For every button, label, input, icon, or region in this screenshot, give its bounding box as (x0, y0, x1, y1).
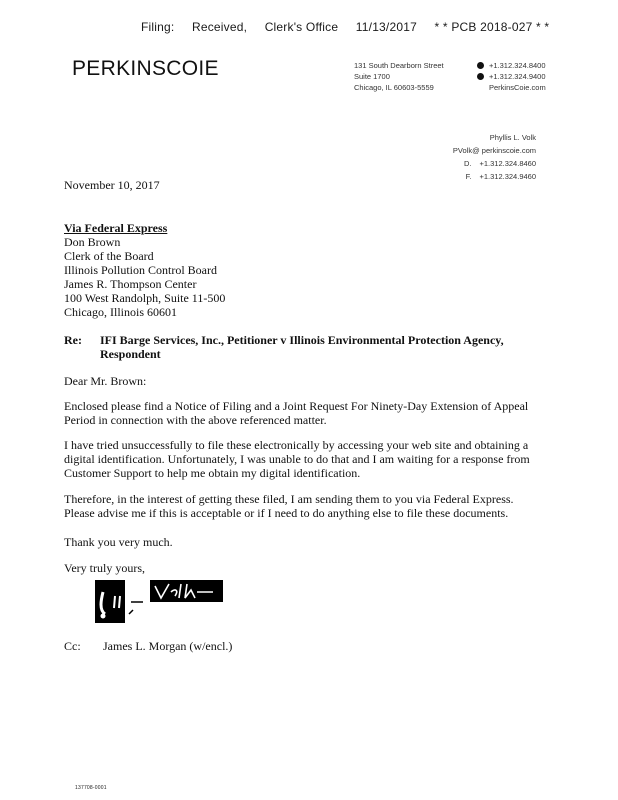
recipient-line: Don Brown (64, 235, 121, 249)
firm-contact (477, 60, 546, 93)
phone-icon (477, 62, 484, 69)
recipient-line: Chicago, Illinois 60601 (64, 305, 177, 319)
re-subject: IFI Barge Services, Inc., Petitioner v Illinois Environmental Protection Agency, Respondent (100, 333, 504, 361)
filing-label: Filing: (141, 20, 175, 34)
fax-icon (477, 73, 484, 80)
direct-label: D. (463, 159, 472, 168)
body-paragraph: Therefore, in the interest of getting these filed, I am sending them to you via Federal Express. Please advise me if this is acceptable or if I need to do anything else to file these documents. (64, 492, 514, 520)
received-label: Received, (191, 20, 248, 34)
salutation: Dear Mr. Brown: (64, 374, 147, 388)
firm-phone: +1.312.324.8400 (489, 61, 546, 70)
office-label: Clerk's Office (264, 20, 339, 34)
address-line: Suite 1700 (354, 72, 390, 81)
document-code: 137708-0001 (75, 785, 107, 791)
letter-date: November 10, 2017 (64, 178, 160, 192)
recipient-line: Clerk of the Board (64, 249, 154, 263)
firm-logo: PERKINSCOIE (72, 57, 219, 80)
recipient-block (64, 221, 225, 319)
recipient-line: Illinois Pollution Control Board (64, 263, 218, 277)
email-prefix[interactable]: PVolk@ (452, 146, 480, 155)
sender-block (453, 131, 536, 183)
recipient-line: James R. Thompson Center (64, 277, 197, 291)
firm-address (354, 60, 444, 93)
re-label: Re: (64, 333, 82, 347)
firm-website[interactable]: PerkinsCoie.com (489, 83, 546, 92)
cc-label: Cc: (64, 639, 81, 653)
delivery-method: Via Federal Express (64, 221, 168, 235)
sender-name: Phyllis L. Volk (489, 133, 536, 142)
address-line: Chicago, IL 60603-5559 (354, 83, 434, 92)
filing-date: 11/13/2017 (355, 20, 417, 34)
cc-recipient: James L. Morgan (w/encl.) (103, 639, 233, 653)
sender-fax: +1.312.324.9460 (479, 172, 536, 181)
sender-email (453, 144, 536, 157)
recipient-line: 100 West Randolph, Suite 11-500 (64, 291, 226, 305)
sender-direct: +1.312.324.8460 (479, 159, 536, 168)
fax-label: F. (465, 172, 472, 181)
case-number: * * PCB 2018-027 * * (434, 20, 550, 34)
address-line: 131 South Dearborn Street (354, 61, 444, 70)
filing-stamp (141, 20, 563, 34)
body-paragraph: Thank you very much. (64, 535, 173, 549)
body-paragraph: I have tried unsuccessfully to file these electronically by accessing your web site and obtaining a digital identification. Unfortunately, I was unable to do that and I am waiting for a response from Customer Support to help me obtain my digital identification. (64, 438, 530, 480)
body-paragraph: Enclosed please find a Notice of Filing and a Joint Request For Ninety-Day Extension of Appeal Period in connection with the above referenced matter. (64, 399, 529, 427)
closing: Very truly yours, (64, 561, 145, 575)
signature-image (95, 580, 223, 623)
firm-fax: +1.312.324.9400 (489, 72, 546, 81)
email-domain[interactable]: perkinscoie.com (481, 146, 536, 155)
